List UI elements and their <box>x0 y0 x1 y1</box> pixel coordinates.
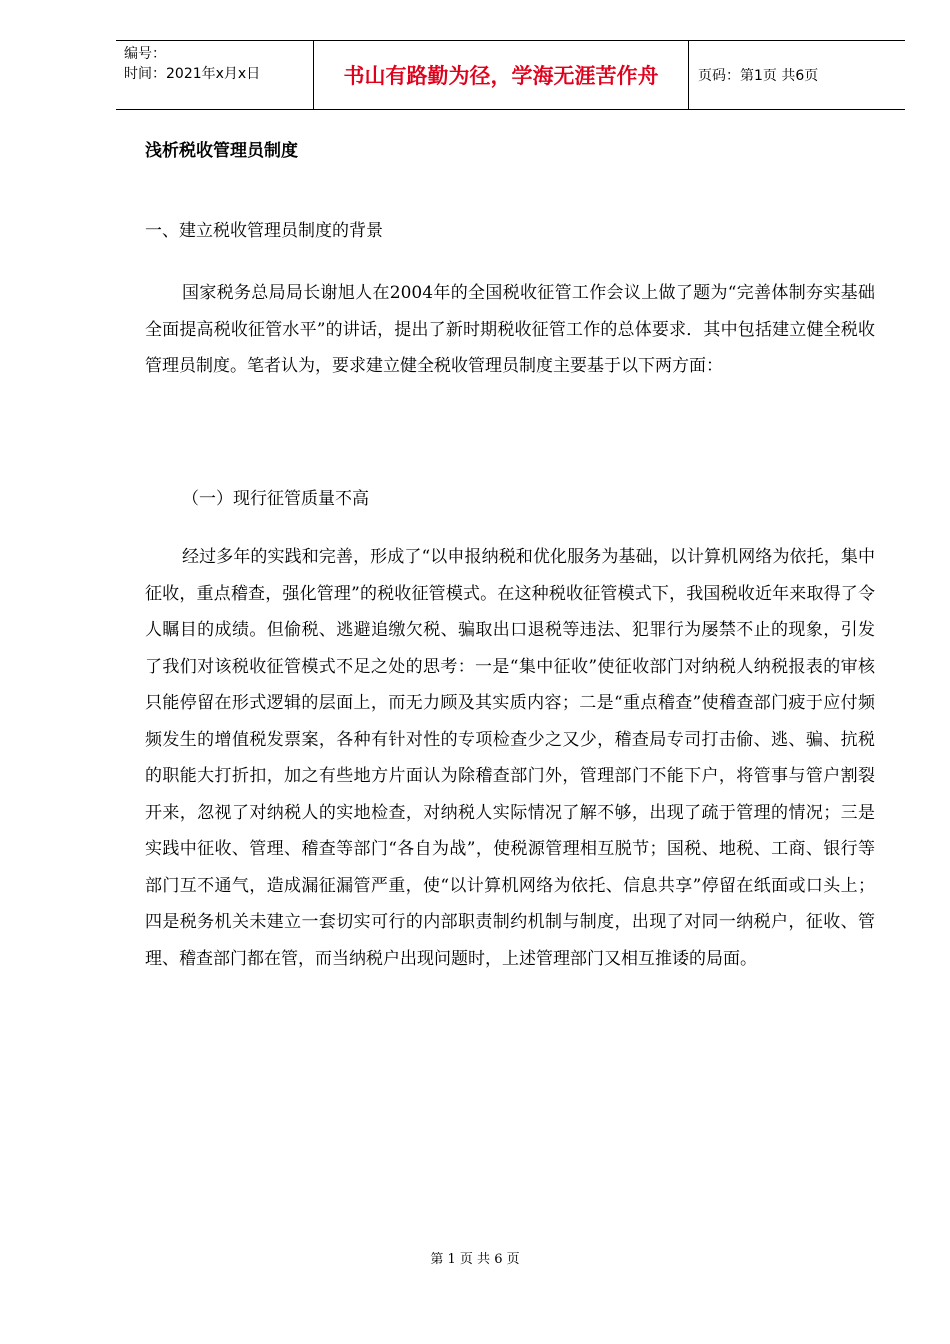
header-motto: 书山有路勤为径，学海无涯苦作舟 <box>314 41 689 109</box>
document-date-label: 时间：2021年x月x日 <box>124 66 261 82</box>
header-meta <box>116 41 314 109</box>
page-header <box>116 40 905 110</box>
document-number-label: 编号： <box>124 46 166 62</box>
paragraph-2: 经过多年的实践和完善，形成了“以申报纳税和优化服务为基础，以计算机网络为依托，集中征收，重点稽查，强化管理”的税收征管模式。在这种税收征管模式下，我国税收近年来取得了令人瞩目的成绩。但偷税、逃避追缴欠税、骗取出口退税等违法、犯罪行为屡禁不止的现象，引发了我们对该税收征管模式不足之处的思考：一是“集中征收”使征收部门对纳税人纳税报表的审核只能停留在形式逻辑的层面上，而无力顾及其实质内容；二是“重点稽查”使稽查部门疲于应付频频发生的增值税发票案，各种有针对性的专项检查少之又少，稽查局专司打击偷、逃、骗、抗税的职能大打折扣，加之有些地方片面认为除稽查部门外，管理部门不能下户，将管事与管户割裂开来，忽视了对纳税人的实地检查，对纳税人实际情况了解不够，出现了疏于管理的情况；三是实践中征收、管理、稽查等部门“各自为战”，使税源管理相互脱节；国税、地税、工商、银行等部门互不通气，造成漏征漏管严重，使“以计算机网络为依托、信息共享”停留在纸面或口头上；四是税务机关未建立一套切实可行的内部职责制约机制与制度，出现了对同一纳税户，征收、管理、稽查部门都在管，而当纳税户出现问题时，上述管理部门又相互推诿的局面。 <box>145 547 875 969</box>
header-page-info: 页码：第1页 共6页 <box>698 68 819 84</box>
section-heading: 一、建立税收管理员制度的背景 <box>145 221 383 241</box>
paragraph-1: 国家税务总局局长谢旭人在2004年的全国税收征管工作会议上做了题为“完善体制夯实基础全面提高税收征管水平”的讲话，提出了新时期税收征管工作的总体要求．其中包括建立健全税收管理员制度。笔者认为，要求建立健全税收管理员制度主要基于以下两方面： <box>145 283 875 376</box>
document-title: 浅析税收管理员制度 <box>145 141 298 161</box>
subsection-heading: （一）现行征管质量不高 <box>182 489 369 509</box>
page-footer: 第 1 页 共 6 页 <box>430 1252 520 1267</box>
